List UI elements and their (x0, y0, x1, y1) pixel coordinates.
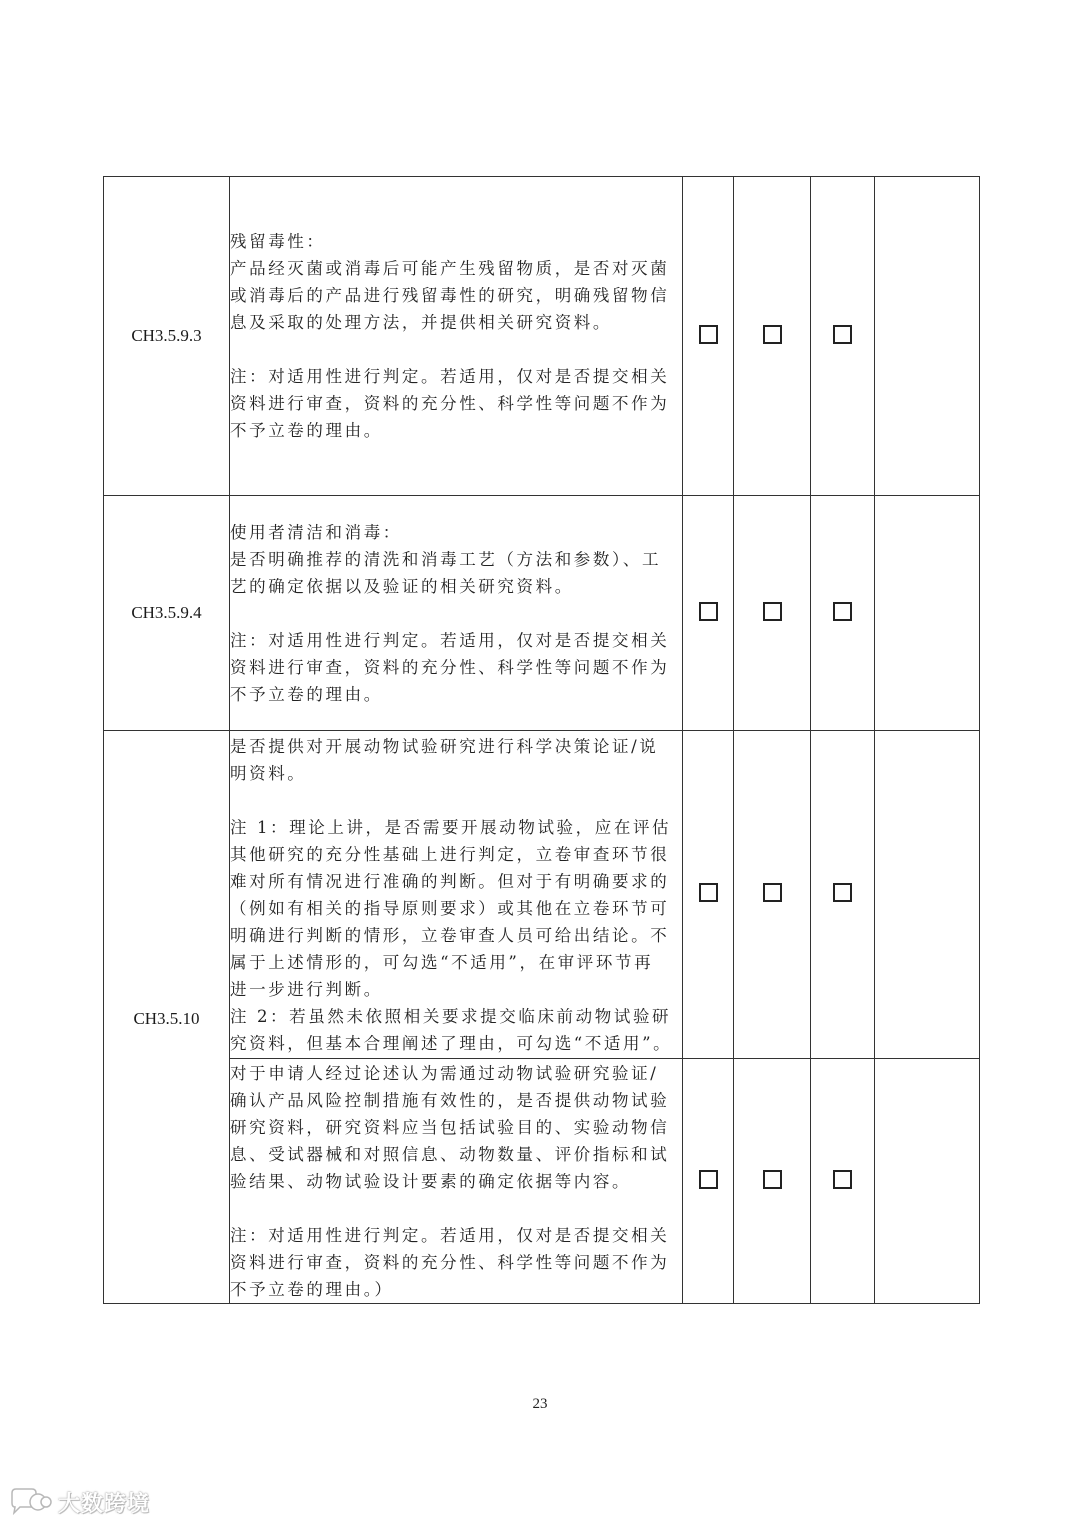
watermark (8, 1486, 150, 1518)
item-note: 注 1：理论上讲，是否需要开展动物试验，应在评估 其他研究的充分性基础上进行判定，立卷审查环节很 难对所有情况进行准确的判断。但对于有明确要求的 （例如有相关的指导原则要求）或其他在立卷环节可 明确进行判断的情形，立卷审查人员可给出结论。不 属于上述情形的，可勾选“不适用”，在审评环节再 进一步进行判断。 (230, 817, 672, 999)
check-cell-yes[interactable] (683, 496, 734, 731)
table-row (104, 731, 980, 1059)
item-title: 使用者清洁和消毒： (230, 522, 402, 542)
check-cell-na[interactable] (811, 496, 875, 731)
checkbox-no[interactable] (763, 1170, 782, 1189)
checkbox-yes[interactable] (699, 325, 718, 344)
check-cell-na[interactable] (811, 177, 875, 496)
remarks-cell[interactable] (875, 177, 980, 496)
item-note: 注 2：若虽然未依照相关要求提交临床前动物试验研 究资料，但基本合理阐述了理由，可勾选“不适用”。 (230, 1006, 673, 1053)
checkbox-yes[interactable] (699, 1170, 718, 1189)
check-cell-no[interactable] (734, 731, 811, 1059)
checkbox-not-applicable[interactable] (833, 1170, 852, 1189)
item-content (230, 1059, 683, 1304)
check-cell-na[interactable] (811, 1059, 875, 1304)
checkbox-no[interactable] (763, 602, 782, 621)
page-number: 23 (532, 1396, 548, 1412)
watermark-text: 大数跨境 (58, 1491, 151, 1517)
item-note: 注：对适用性进行判定。若适用，仅对是否提交相关 资料进行审查，资料的充分性、科学性等问题不作为 不予立卷的理由。 (230, 367, 670, 440)
check-cell-yes[interactable] (683, 1059, 734, 1304)
item-note: 注：对适用性进行判定。若适用，仅对是否提交相关 资料进行审查，资料的充分性、科学性等问题不作为 不予立卷的理由。） (230, 1225, 670, 1299)
check-cell-yes[interactable] (683, 177, 734, 496)
check-cell-no[interactable] (734, 177, 811, 496)
item-title: 残留毒性： (230, 232, 326, 251)
item-code: CH3.5.9.4 (104, 496, 230, 731)
item-body: 对于申请人经过论述认为需通过动物试验研究验证/ 确认产品风险控制措施有效性的，是否提供动物试验 研究资料，研究资料应当包括试验目的、实验动物信 息、受试器械和对照信息、动物数量、评价指标和试 验结果、动物试验设计要素的确定依据等内容。 (230, 1063, 670, 1191)
checkbox-not-applicable[interactable] (833, 325, 852, 344)
checkbox-yes[interactable] (699, 602, 718, 621)
remarks-cell[interactable] (875, 496, 980, 731)
table-row (104, 496, 980, 731)
item-code: CH3.5.9.3 (104, 177, 230, 496)
remarks-cell[interactable] (875, 731, 980, 1059)
table-row (104, 177, 980, 496)
check-cell-na[interactable] (811, 731, 875, 1059)
remarks-cell[interactable] (875, 1059, 980, 1304)
check-cell-no[interactable] (734, 1059, 811, 1304)
item-note: 注：对适用性进行判定。若适用，仅对是否提交相关 资料进行审查，资料的充分性、科学性等问题不作为 不予立卷的理由。 (230, 630, 670, 704)
chat-bubble-logo-icon (8, 1487, 52, 1517)
checkbox-no[interactable] (763, 883, 782, 902)
review-checklist-table (103, 176, 980, 1304)
table-row (104, 1059, 980, 1304)
checkbox-yes[interactable] (699, 883, 718, 902)
check-cell-no[interactable] (734, 496, 811, 731)
check-cell-yes[interactable] (683, 731, 734, 1059)
item-code: CH3.5.10 (104, 731, 230, 1304)
item-content (230, 177, 683, 496)
item-body: 产品经灭菌或消毒后可能产生残留物质，是否对灭菌 或消毒后的产品进行残留毒性的研究，明确残留物信 息及采取的处理方法，并提供相关研究资料。 (230, 259, 670, 332)
checkbox-not-applicable[interactable] (833, 883, 852, 902)
checkbox-not-applicable[interactable] (833, 602, 852, 621)
checkbox-no[interactable] (763, 325, 782, 344)
item-body: 是否提供对开展动物试验研究进行科学决策论证/说 明资料。 (230, 736, 659, 783)
item-content (230, 731, 683, 1059)
item-content (230, 496, 683, 731)
item-body: 是否明确推荐的清洗和消毒工艺（方法和参数）、工 艺的确定依据以及验证的相关研究资料。 (230, 549, 662, 596)
